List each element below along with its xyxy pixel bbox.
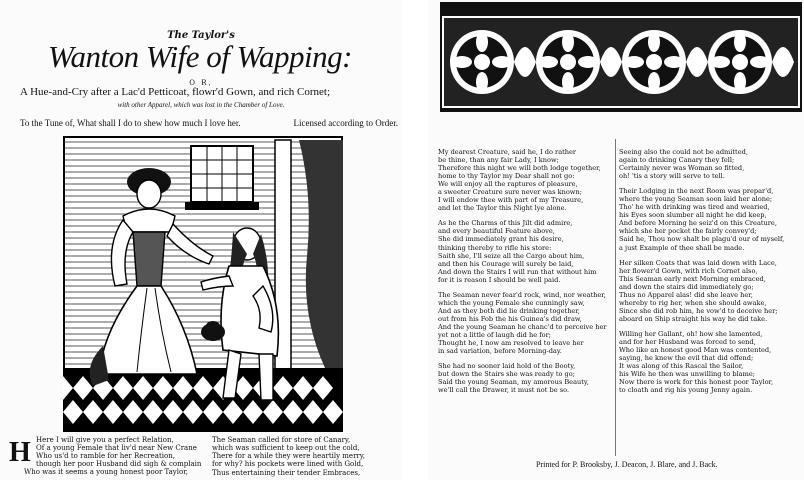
drop-capital: H [9,437,31,468]
verse-line: to cloath and rig his young Jenny again. [619,386,753,395]
verse-line: Since she did rob him, he vow'd to deceive her; [619,306,778,315]
verse-line: The Seaman called for store of Canary, [212,436,351,444]
column-divider [615,139,616,456]
verse [438,362,607,394]
verse-line: in sad variation, before Morning-day. [438,347,562,356]
verse-line: but down the Stairs she was ready to go; [438,370,575,379]
verse-line: She did immediately grant his desire, [438,235,564,244]
verse-line: we'll call the Drawer, it must not be so. [438,386,570,395]
right-verse-col1 [438,148,607,401]
verse-line: and every beautiful Feature above, [438,227,555,236]
verse-line: Who like an honest good Man was contented, [619,346,772,355]
verse-line: a just Example of thee shall be made. [619,243,745,252]
verse-line: aboard on Ship straight his way he did take. [619,314,768,323]
verse-line: her flower'd Gown, with rich Cornet also, [619,266,758,275]
verse-line: and let the Taylor this Night lye alone. [438,204,567,213]
title-or: O R, [189,79,213,87]
verse-line: home to thy Taylor my Dear shall not go: [438,172,575,181]
woodcut-illustration [63,136,343,432]
verse-line: for it is reason I should be well paid. [438,275,561,284]
left-verse-col1-end [24,468,188,476]
verse-line: Said he, Thou now shalt be plagu'd our of myself, [619,235,785,244]
verse-line: Now there is work for this honest poor Taylor, [619,378,774,387]
imprint: Printed for P. Brooksby, J. Deacon, J. Blare, and J. Back. [536,460,718,469]
verse-line: which the young Female she cunningly saw, [438,298,585,307]
verse-line: and then his Courage will surely be laid, [438,259,574,268]
verse-line: Thus no Apparel alas! did she leave her, [619,290,753,299]
verse [619,148,784,180]
verse-line: be thine, than any fair Lady, I know; [438,156,559,165]
verse-line: I will endow thee with part of my Treasure, [438,196,584,205]
right-page [428,0,804,480]
verse-line: And the young Seaman he chanc'd to perceive her [438,322,607,331]
verse-line: Of a young Female that liv'd near New Crane [36,444,197,453]
subtitle: A Hue-and-Cry after a Lac'd Petticoat, flowr'd Gown, and rich Cornet; [20,86,331,98]
verse-line: Who was it seems a young honest poor Taylor, [24,468,189,476]
subtitle-apparel: with other Apparel, which was lost in the Chamber of Love. [117,101,285,109]
licensed-text: Licensed according to Order. [293,118,398,128]
verse-line: oh! 'tis a story will serve to tell. [619,172,725,181]
verse-line: his Wife he then was unwilling to blame; [619,370,755,379]
verse-line: There for a while they were heartily merry, [212,452,366,461]
verse [619,259,784,323]
verse-line: which she her pocket the fairly convey'd; [619,227,757,236]
verse-line: This Seaman early next Morning embraced, [619,274,766,283]
page-title: Wanton Wife of Wapping: [48,39,352,74]
verse-line: She had no sooner laid hold of the Booty, [438,362,576,371]
verse-line: and for her Husband was forced to send, [619,337,756,346]
page-gutter [402,0,428,480]
verse-line: Certainly never was Woman so fitted, [619,164,745,173]
verse-line: Said the young Seaman, my amorous Beauty, [438,378,589,387]
verse [438,148,607,212]
verse [438,291,607,355]
verse-line: thinking thereby to rifle his store: [438,243,552,252]
verse-line: yet not a little of laugh did he for; [438,330,552,339]
verse-line: whereby to rig her, when she should awake, [619,298,767,307]
verse-line: where the young Seaman soon laid her alone; [619,195,773,204]
title-small: The Taylor's [167,30,235,41]
verse-line: out from his Fob the his Guinea's did draw, [438,314,582,323]
verse-line: The Seaman never fear'd rock, wind, nor weather, [438,290,606,299]
verse-line: And before Morning he seiz'd on this Creature, [619,219,777,228]
verse-line: again to drinking Canary they fell; [619,156,735,165]
verse-line: Saith she, I'll seize all the Cargo about him, [438,251,585,260]
verse-line: for why? his pockets were lined with Gold, [212,460,364,469]
verse-line: though her poor Husband did sigh & complain [36,460,202,469]
verse-line: Thought he, I now am resolved to leave her [438,339,584,348]
verse-line: Tho' he with drinking was tired and wearied, [619,203,770,212]
verse-line: Seeing also the could not be admitted, [619,148,748,156]
verse-line: Therefore this night we will both lodge together, [438,164,601,173]
verse-line: a sweeter Creature sure never was known; [438,188,582,197]
verse [438,219,607,283]
verse-line: My dearest Creature, said he, I do rather [438,148,577,156]
rosette-1 [450,30,514,94]
verse-line: And down the Stairs I will run that without him [438,267,597,276]
verse-line: As he the Charms of this Jilt did admire, [438,219,573,228]
ornamental-banner [440,2,802,112]
verse-line: It was along of this Rascal the Sailor, [619,362,744,371]
tune-line [20,118,398,128]
verse [619,330,784,394]
left-verse-col2 [212,436,365,477]
verse [619,187,784,251]
verse-line: which was sufficient to keep out the cold, [212,444,360,453]
verse-line: Here I will give you a perfect Relation, [36,436,174,444]
verse-line: And as they both did lie drinking together, [438,306,580,315]
verse-line: Willing her Gallant, oh! how she lamented, [619,329,763,338]
verse-line: saying, he knew the evil that did offend; [619,354,754,363]
verse-line: his Eyes soon slumber all night he did keep, [619,211,767,220]
window [185,146,259,210]
right-verse-col2 [619,148,784,401]
verse-line: Their Lodging in the next Room was prepar'd, [619,187,774,196]
verse-line: Who us'd to ramble for her Recreation, [36,452,175,461]
tune-text: To the Tune of, What shall I do to shew how much I love her. [20,118,241,128]
verse-line: We will enjoy all the raptures of pleasure, [438,180,578,189]
verse-line: Thus entertaining their tender Embraces, [212,468,361,477]
verse-line: and down the stairs did immediately go; [619,282,754,291]
verse-line: Her silken Coats that was laid down with Lace, [619,258,777,267]
left-verse-col1 [36,436,201,469]
